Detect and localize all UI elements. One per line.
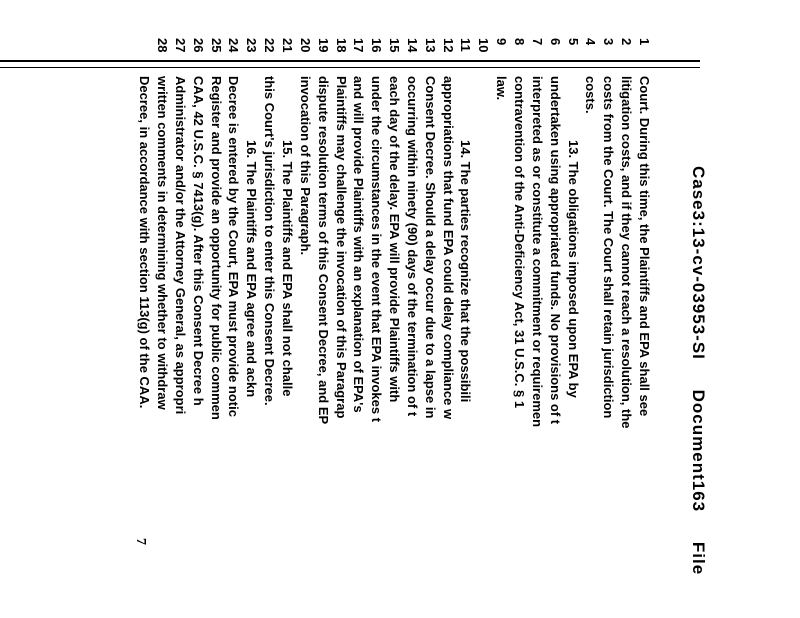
line-number: 23 (244, 38, 260, 53)
line-number: 27 (172, 38, 188, 53)
line-number: 15 (387, 38, 403, 53)
document-text-line: costs. (583, 76, 599, 114)
document-text-line: law. (494, 76, 510, 101)
line-number: 16 (369, 38, 385, 53)
margin-rule-outer (0, 60, 700, 62)
document-text-line: interpreted as or constitute a commitment or requiremen (529, 76, 545, 428)
line-number: 6 (547, 38, 563, 46)
document-text-line: written comments in determining whether to withdraw (155, 76, 171, 410)
line-number: 18 (333, 38, 349, 53)
document-text-line: 14. The parties recognize that the possibili (458, 140, 474, 403)
document-text-line: Decree is entered by the Court, EPA must provide notic (226, 76, 242, 417)
document-text-line: 15. The Plaintiffs and EPA shall not challe (280, 140, 295, 397)
line-number: 7 (529, 38, 545, 46)
line-number: 24 (226, 38, 242, 53)
line-number: 28 (155, 38, 171, 53)
document-text-line: invocation of this Paragraph. (297, 76, 313, 256)
line-number: 21 (280, 38, 295, 53)
document-text-line: contravention of the Anti-Deficiency Act, 31 U.S.C. § 1 (512, 76, 528, 409)
document-text-line: this Court's jurisdiction to enter this Consent Decree. (262, 76, 278, 406)
document-number: Document163 (689, 389, 708, 513)
line-number: 17 (351, 38, 367, 53)
line-number: 9 (494, 38, 510, 46)
document-text-line: CAA, 42 U.S.C. § 7413(g). After this Consent Decree h (190, 76, 206, 406)
document-text-line: Register and provide an opportunity for public commen (208, 76, 224, 420)
line-number: 14 (404, 38, 420, 53)
document-header (688, 166, 708, 618)
document-text-line: Decree, in accordance with section 113(g) of the CAA. (137, 76, 153, 409)
document-text-line: each day of the delay. EPA will provide Plaintiffs with (387, 76, 403, 403)
line-number: 19 (315, 38, 331, 53)
line-number: 1 (637, 38, 652, 46)
line-number: 13 (422, 38, 438, 53)
document-text-line: Plaintiffs may challenge the invocation of this Paragrap (333, 76, 349, 419)
line-number: 20 (297, 38, 313, 53)
line-number: 2 (619, 38, 635, 46)
line-number: 12 (440, 38, 456, 53)
line-number: 11 (458, 38, 474, 52)
line-number: 3 (601, 38, 617, 46)
filed-label: File (689, 541, 708, 576)
page-number: 7 (133, 538, 148, 545)
margin-rule-inner (0, 67, 700, 68)
line-number: 10 (476, 38, 492, 53)
document-text-line: undertaken using appropriated funds. No provisions of t (547, 76, 563, 425)
document-text-line: dispute resolution terms of this Consent Decree, and EP (315, 76, 331, 425)
line-number: 26 (190, 38, 206, 53)
document-text-line: and will provide Plaintiffs with an explanation of EPA's (351, 76, 367, 413)
line-number: 8 (512, 38, 528, 46)
document-text-line: costs from the Court. The Court shall retain jurisdiction (601, 76, 617, 419)
line-number: 4 (583, 38, 599, 46)
document-text-line: occurring within ninety (90) days of the termination of t (404, 76, 420, 417)
line-number: 25 (208, 38, 224, 53)
document-text-line: under the circumstances in the event that EPA invokes t (369, 76, 385, 423)
line-number: 5 (565, 38, 581, 46)
line-number: 22 (262, 38, 278, 53)
document-text-line: litigation costs, and if they cannot reach a resolution, the (619, 76, 635, 429)
document-text-line: Administrator and/or the Attorney General, as appropri (172, 76, 188, 415)
document-text-line: Consent Decree. Should a delay occur due to a lapse in (422, 76, 438, 419)
document-text-line: appropriations that fund EPA could delay compliance w (440, 76, 456, 420)
case-number: Case3:13-cv-03953-SI (689, 166, 708, 360)
document-text-line: 13. The obligations imposed upon EPA by (565, 140, 581, 398)
document-text-line: Court. During this time, the Plaintiffs and EPA shall see (637, 76, 652, 417)
document-text-line: 16. The Plaintiffs and EPA agree and ackn (244, 140, 260, 398)
